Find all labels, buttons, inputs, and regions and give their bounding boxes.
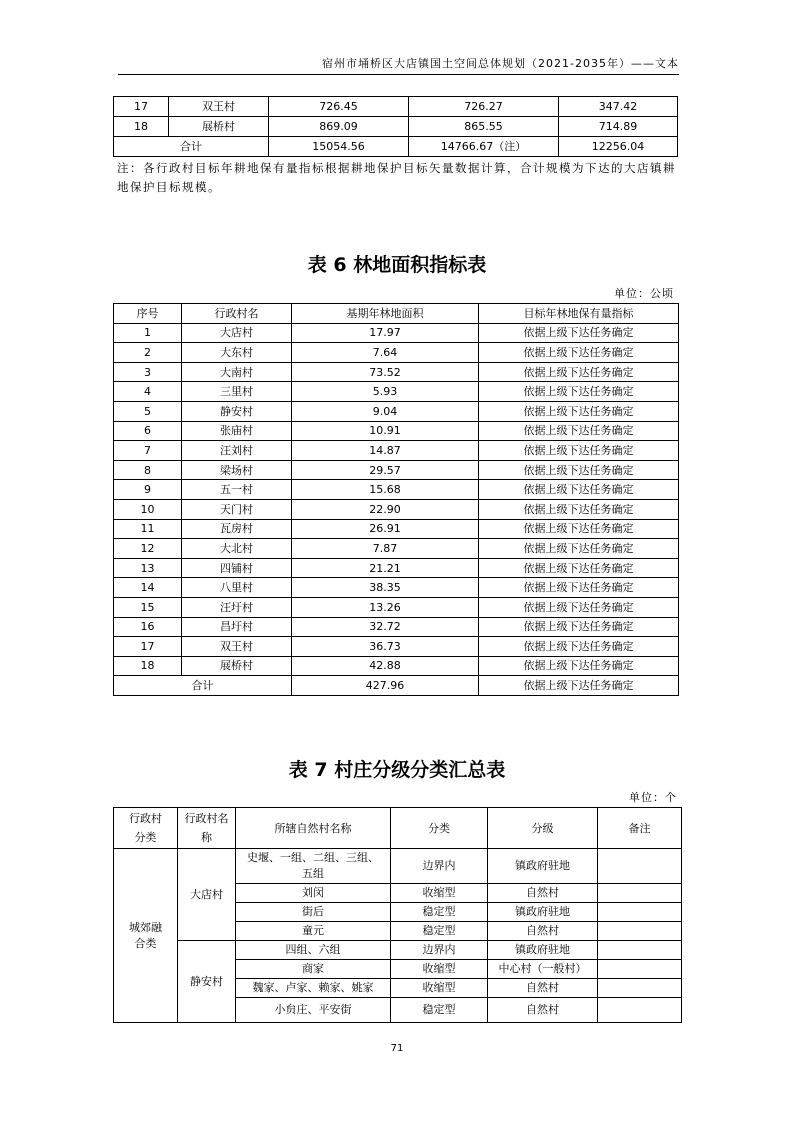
cell-target: 依据上级下达任务确定 [479,637,679,657]
cell-no: 15 [114,597,182,617]
table-row [114,362,679,382]
cell-natural-villages: 刘闵 [236,884,391,903]
cell-village: 四铺村 [182,558,292,578]
cell-village: 大北村 [182,539,292,559]
cell-target: 依据上级下达任务确定 [479,519,679,539]
cell-type: 边界内 [391,849,488,884]
total-value: 15054.56 [269,137,409,157]
table6-title: 表 6 林地面积指标表 [307,254,487,276]
cell-level: 中心村（一般村） [488,960,598,979]
village-classification-table [113,807,682,1023]
col-header: 目标年林地保有量指标 [479,304,679,324]
total-label: 合计 [114,137,269,157]
table-row [114,499,679,519]
cell-natural-villages: 童元 [236,922,391,941]
cell-base-area: 73.52 [292,362,479,382]
cell-village: 张庙村 [182,421,292,441]
cell-value: 726.27 [409,97,559,117]
cell-village: 天门村 [182,499,292,519]
cell-target: 依据上级下达任务确定 [479,597,679,617]
table-row [114,480,679,500]
table-row [114,97,678,117]
cell-target: 依据上级下达任务确定 [479,343,679,363]
col-header: 分级 [488,808,598,849]
total-target: 依据上级下达任务确定 [479,676,679,696]
table-row [114,323,679,343]
cell-no: 4 [114,382,182,402]
cell-village: 昌圩村 [182,617,292,637]
cell-target: 依据上级下达任务确定 [479,558,679,578]
cell-target: 依据上级下达任务确定 [479,499,679,519]
cell-base-area: 21.21 [292,558,479,578]
cell-base-area: 13.26 [292,597,479,617]
cell-target: 依据上级下达任务确定 [479,656,679,676]
cell-no: 5 [114,401,182,421]
cell-level: 镇政府驻地 [488,941,598,960]
table-row [114,382,679,402]
cell-no: 9 [114,480,182,500]
total-row [114,137,678,157]
cell-type: 收缩型 [391,979,488,998]
cell-base-area: 32.72 [292,617,479,637]
running-header: 宿州市埇桥区大店镇国土空间总体规划（2021-2035年）——文本 [118,56,679,75]
cell-no: 14 [114,578,182,598]
cell-remark [598,960,682,979]
forest-area-table [113,303,679,696]
col-header: 基期年林地面积 [292,304,479,324]
cell-no: 7 [114,441,182,461]
table-row [114,656,679,676]
cell-natural-villages: 史堰、一组、二组、三组、五组 [236,849,391,884]
table7-title: 表 7 村庄分级分类汇总表 [288,759,506,781]
cell-base-area: 5.93 [292,382,479,402]
cell-natural-villages: 魏家、卢家、赖家、姚家 [236,979,391,998]
cell-base-area: 17.97 [292,323,479,343]
cell-village: 五一村 [182,480,292,500]
cell-no: 18 [114,117,169,137]
cell-base-area: 38.35 [292,578,479,598]
table-row [114,401,679,421]
cell-base-area: 22.90 [292,499,479,519]
table-row [114,343,679,363]
total-area: 427.96 [292,676,479,696]
table-header-row [114,808,682,849]
cell-type: 收缩型 [391,884,488,903]
col-header: 行政村分类 [114,808,178,849]
cell-no: 16 [114,617,182,637]
cell-remark [598,849,682,884]
cell-admin-village: 大店村 [178,849,236,941]
cell-level: 镇政府驻地 [488,903,598,922]
cell-name: 双王村 [169,97,269,117]
cell-village: 展桥村 [182,656,292,676]
cell-target: 依据上级下达任务确定 [479,617,679,637]
table-row [114,441,679,461]
table-header-row [114,304,679,324]
cell-village: 大东村 [182,343,292,363]
cell-value: 726.45 [269,97,409,117]
cell-base-area: 7.64 [292,343,479,363]
total-value: 12256.04 [559,137,678,157]
cell-value: 865.55 [409,117,559,137]
cell-remark [598,903,682,922]
table6-unit: 单位：公顷 [614,287,674,300]
table7-unit: 单位：个 [629,791,677,804]
col-header: 分类 [391,808,488,849]
cell-value: 714.89 [559,117,678,137]
cell-type: 稳定型 [391,922,488,941]
cell-village: 双王村 [182,637,292,657]
table-row [114,617,679,637]
table-row [114,941,682,960]
cell-category: 城郊融合类 [114,849,178,1023]
cell-target: 依据上级下达任务确定 [479,421,679,441]
cell-target: 依据上级下达任务确定 [479,362,679,382]
col-header: 序号 [114,304,182,324]
cell-target: 依据上级下达任务确定 [479,480,679,500]
cell-village: 八里村 [182,578,292,598]
col-header: 所辖自然村名称 [236,808,391,849]
cell-remark [598,922,682,941]
cell-no: 11 [114,519,182,539]
table-row [114,421,679,441]
cropland-table-continued [113,96,678,157]
cell-no: 17 [114,637,182,657]
cell-no: 3 [114,362,182,382]
cell-base-area: 14.87 [292,441,479,461]
cell-level: 自然村 [488,979,598,998]
cell-no: 6 [114,421,182,441]
cell-no: 13 [114,558,182,578]
cell-base-area: 36.73 [292,637,479,657]
cell-village: 三里村 [182,382,292,402]
cell-village: 静安村 [182,401,292,421]
cell-natural-villages: 街后 [236,903,391,922]
cell-type: 边界内 [391,941,488,960]
cell-village: 瓦房村 [182,519,292,539]
cell-level: 自然村 [488,922,598,941]
cell-base-area: 29.57 [292,460,479,480]
cell-village: 大南村 [182,362,292,382]
cell-remark [598,884,682,903]
cell-value: 347.42 [559,97,678,117]
total-value: 14766.67（注） [409,137,559,157]
table-row [114,578,679,598]
cell-type: 收缩型 [391,960,488,979]
page-number: 71 [390,1043,404,1054]
cell-base-area: 15.68 [292,480,479,500]
table-row [114,558,679,578]
cell-natural-villages: 小贠庄、平安街 [236,998,391,1023]
table-row [114,637,679,657]
cell-base-area: 9.04 [292,401,479,421]
cell-no: 2 [114,343,182,363]
cell-admin-village: 静安村 [178,941,236,1023]
cell-target: 依据上级下达任务确定 [479,460,679,480]
cell-level: 自然村 [488,884,598,903]
total-label: 合计 [114,676,292,696]
cell-no: 8 [114,460,182,480]
col-header: 行政村名 [182,304,292,324]
cell-base-area: 42.88 [292,656,479,676]
cell-target: 依据上级下达任务确定 [479,382,679,402]
cell-village: 汪刘村 [182,441,292,461]
cell-no: 12 [114,539,182,559]
cell-natural-villages: 商家 [236,960,391,979]
cell-name: 展桥村 [169,117,269,137]
cell-no: 18 [114,656,182,676]
table-row [114,117,678,137]
col-header: 备注 [598,808,682,849]
table-note: 注：各行政村目标年耕地保有量指标根据耕地保护目标矢量数据计算，合计规模为下达的大店镇耕地保护目标规模。 [117,161,676,194]
table-row [114,460,679,480]
table-row [114,597,679,617]
cell-no: 10 [114,499,182,519]
cell-type: 稳定型 [391,903,488,922]
cell-level: 自然村 [488,998,598,1023]
cell-no: 1 [114,323,182,343]
cell-base-area: 7.87 [292,539,479,559]
cell-village: 大店村 [182,323,292,343]
cell-remark [598,979,682,998]
cell-no: 17 [114,97,169,117]
total-row [114,676,679,696]
col-header: 行政村名称 [178,808,236,849]
cell-natural-villages: 四组、六组 [236,941,391,960]
cell-remark [598,998,682,1023]
table-row [114,539,679,559]
cell-type: 稳定型 [391,998,488,1023]
cell-target: 依据上级下达任务确定 [479,578,679,598]
cell-target: 依据上级下达任务确定 [479,441,679,461]
cell-village: 汪圩村 [182,597,292,617]
cell-target: 依据上级下达任务确定 [479,323,679,343]
cell-base-area: 10.91 [292,421,479,441]
table-row [114,519,679,539]
cell-level: 镇政府驻地 [488,849,598,884]
table-row [114,849,682,884]
cell-value: 869.09 [269,117,409,137]
cell-target: 依据上级下达任务确定 [479,539,679,559]
cell-remark [598,941,682,960]
cell-base-area: 26.91 [292,519,479,539]
cell-village: 梁场村 [182,460,292,480]
cell-target: 依据上级下达任务确定 [479,401,679,421]
